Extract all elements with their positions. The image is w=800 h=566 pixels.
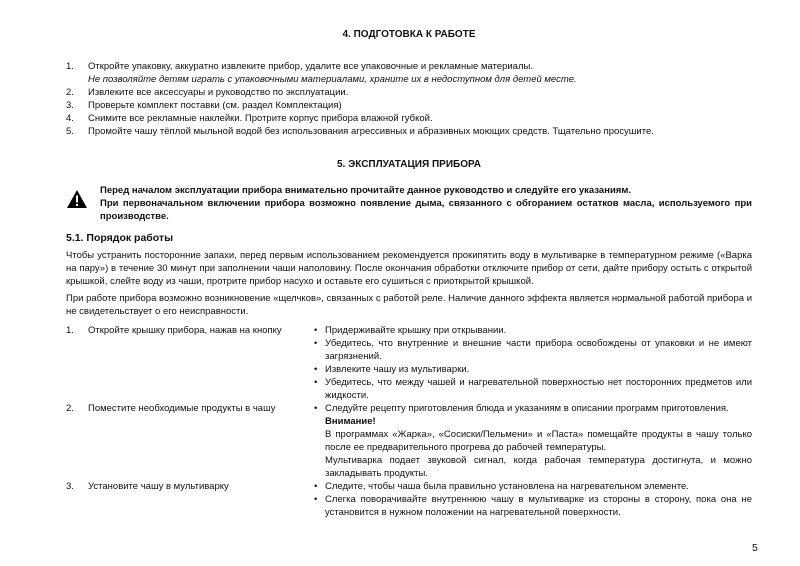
item-text: Снимите все рекламные наклейки. Протрите корпус прибора влажной губкой.	[88, 113, 433, 124]
list-item	[66, 125, 752, 138]
item-text: Извлеките все аксессуары и руководство по эксплуатации.	[88, 87, 349, 98]
item-number: 4.	[66, 113, 74, 124]
bullet-dot-icon: •	[314, 338, 318, 349]
bullet-item: • Следуйте рецепту приготовления блюда и указаниям в описании программ приготовления.	[314, 403, 729, 414]
attention-text: В программах «Жарка», «Сосиски/Пельмени» и «Паста» помещайте продукты в чашу только после ее предварительного прогрева до рабочей температуры.	[325, 429, 752, 453]
bullet-dot-icon: •	[314, 403, 318, 414]
paragraph: При работе прибора возможно возникновение «щелчков», связанных с работой реле. Наличие данного эффекта является нормальной работой прибора и не свидетельствует о его неисправности.	[66, 293, 752, 317]
list-item	[66, 60, 752, 86]
paragraph: Чтобы устранить посторонние запахи, перед первым использованием рекомендуется прокипятить воду в мультиварке в температурном режиме («Варка на пару») в течение 30 минут при заполнении чаши наполовину. После окончания обработки отключите прибор от сети, дайте прибору остыть с открытой крышкой, слейте воду из чаши, протрите прибор насухо и оставьте его сушиться с приоткрытой крышкой.	[66, 250, 752, 287]
item-number: 3.	[66, 100, 74, 111]
attention-text: Мультиварка подает звуковой сигнал, когда рабочая температура достигнута, и можно закладывать продукты.	[325, 455, 752, 479]
page-number: 5	[752, 542, 758, 554]
bullet-item: • Убедитесь, что внутренние и внешние части прибора освобождены от упаковки и не имеют загрязнений.	[314, 338, 752, 362]
item-text: Промойте чашу тёплой мыльной водой без использования агрессивных и абразивных моющих средств. Тщательно просушите.	[88, 126, 654, 137]
step-label: Установите чашу в мультиварку	[88, 481, 229, 492]
list-item	[66, 99, 752, 112]
step-row	[66, 402, 752, 480]
step-label: Поместите необходимые продукты в чашу	[88, 403, 276, 414]
attention-label: Внимание!	[325, 416, 376, 427]
section-5-title: 5. ЭКСПЛУАТАЦИЯ ПРИБОРА	[336, 159, 481, 170]
bullet-item: • Слегка поворачивайте внутреннюю чашу в мультиварке из стороны в сторону, пока она не установится в нужном положении на нагревательной поверхности.	[314, 494, 752, 518]
item-text: Проверьте комплект поставки (см. раздел Комплектация)	[88, 100, 342, 111]
bullet-dot-icon: •	[314, 377, 318, 388]
preparation-list	[66, 60, 752, 138]
steps-table	[66, 324, 752, 519]
step-number: 2.	[66, 403, 74, 414]
bullet-dot-icon: •	[314, 481, 318, 492]
item-number: 1.	[66, 61, 74, 72]
warning-line: Перед началом эксплуатации прибора внимательно прочитайте данное руководство и следуйте его указаниям.	[100, 185, 632, 196]
subsection-title: 5.1. Порядок работы	[66, 232, 174, 244]
item-number: 2.	[66, 87, 74, 98]
step-number: 3.	[66, 481, 74, 492]
bullet-item: • Извлеките чашу из мультиварки.	[314, 364, 470, 375]
bullet-item: • Убедитесь, что между чашей и нагревательной поверхностью нет посторонних предметов или жидкости.	[314, 377, 752, 401]
warning-line: При первоначальном включении прибора возможно появление дыма, связанного с обгоранием остатков масла, используемого при производстве.	[100, 198, 752, 222]
item-note: Не позволяйте детям играть с упаковочными материалами, храните их в недоступном для детей месте.	[88, 74, 577, 85]
step-row	[66, 480, 752, 519]
list-item	[66, 112, 752, 125]
step-number: 1.	[66, 325, 74, 336]
bullet-item: • Придерживайте крышку при открывании.	[314, 325, 507, 336]
step-label: Откройте крышку прибора, нажав на кнопку	[88, 325, 282, 336]
warning-triangle-icon	[66, 184, 100, 223]
warning-block	[66, 184, 752, 223]
item-text: Откройте упаковку, аккуратно извлеките прибор, удалите все упаковочные и рекламные материалы.	[88, 61, 533, 72]
item-number: 5.	[66, 126, 74, 137]
list-item	[66, 86, 752, 99]
section-4-title: 4. ПОДГОТОВКА К РАБОТЕ	[342, 29, 476, 40]
bullet-item: • Следите, чтобы чаша была правильно установлена на нагревательном элементе.	[314, 481, 689, 492]
step-row	[66, 324, 752, 402]
bullet-dot-icon: •	[314, 494, 318, 505]
bullet-dot-icon: •	[314, 325, 318, 336]
bullet-dot-icon: •	[314, 364, 318, 375]
